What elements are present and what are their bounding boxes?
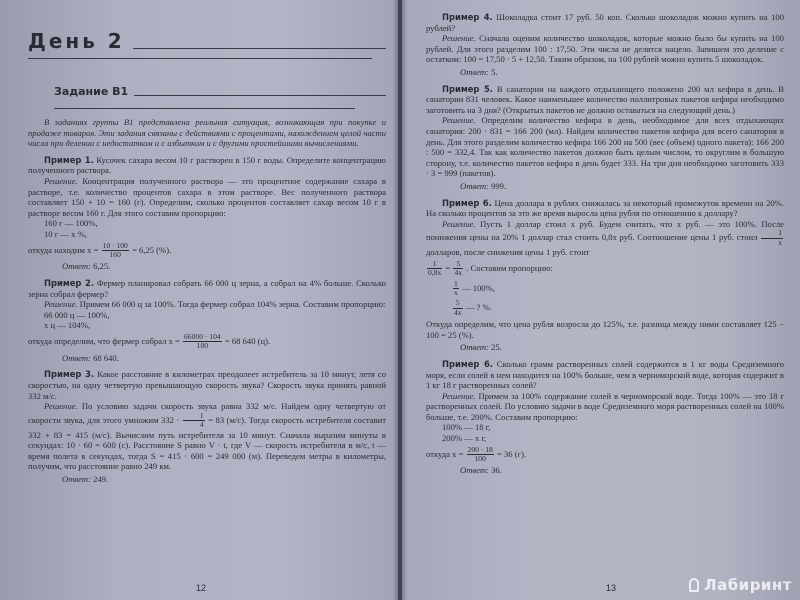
solution-label: Решение. bbox=[442, 115, 476, 126]
example-6b-answer bbox=[460, 465, 784, 476]
task-title: Задание B1 bbox=[54, 85, 129, 98]
example-6b-result bbox=[426, 446, 784, 464]
example-4-statement bbox=[426, 12, 784, 33]
solution-label: Решение. bbox=[44, 401, 78, 412]
fraction-numerator: 1 bbox=[761, 229, 783, 238]
result-suffix: = 6,25 (%). bbox=[132, 244, 172, 255]
example-6a-ratio bbox=[426, 260, 784, 278]
example-3-answer bbox=[62, 474, 386, 485]
example-2-solution bbox=[28, 299, 386, 310]
example-3-text: Какое расстояние в километрах преодолеет истребитель за 10 минут, летя со скоростью, на одну четвертую превышающую скорость звука? Скорость звука принять равной 332 м/с. bbox=[28, 369, 386, 401]
example-6a-solution-text-a: Пусть 1 доллар стоил x руб. Будем считать, что x руб. — это 100%. После понижения цены на 20% 1 доллар стал стоить 0,8x руб. Соотношение цены 1 руб. стоил bbox=[426, 218, 784, 243]
example-2-answer bbox=[62, 353, 386, 364]
example-3-solution bbox=[28, 401, 386, 472]
answer-label: Ответ: bbox=[62, 261, 91, 272]
proportion-line: 66 000 ц — 100%, bbox=[44, 309, 110, 320]
fraction bbox=[467, 446, 494, 464]
example-4-label: Пример 4. bbox=[442, 12, 493, 22]
example-1-solution bbox=[28, 176, 386, 218]
example-1-proportion bbox=[44, 218, 386, 239]
result-prefix: откуда x = bbox=[426, 448, 464, 459]
result-suffix: = 36 (г). bbox=[497, 448, 527, 459]
example-1 bbox=[28, 155, 386, 272]
example-1-answer bbox=[62, 261, 386, 272]
example-2-label: Пример 2. bbox=[44, 277, 95, 288]
day-rule-secondary bbox=[28, 58, 372, 59]
answer-value: 249. bbox=[93, 473, 109, 484]
example-5-label: Пример 5. bbox=[442, 83, 493, 94]
fraction-denominator: 160 bbox=[109, 249, 121, 259]
example-6a-answer bbox=[460, 342, 784, 353]
labirint-logo-icon bbox=[687, 577, 701, 593]
proportion-value: — ? %. bbox=[465, 302, 492, 313]
example-5-statement bbox=[426, 84, 784, 116]
fraction bbox=[102, 242, 129, 260]
example-2-statement bbox=[28, 278, 386, 299]
equals-sign: = bbox=[445, 262, 451, 273]
fraction-denominator: 100 bbox=[196, 341, 209, 351]
solution-label: Решение. bbox=[442, 218, 476, 229]
answer-label: Ответ: bbox=[460, 465, 489, 476]
ratio-suffix: . Составим пропорцию: bbox=[466, 262, 553, 273]
example-6a-proportion-line-1 bbox=[452, 280, 784, 298]
solution-label: Решение. bbox=[44, 175, 78, 186]
answer-label: Ответ: bbox=[62, 352, 91, 363]
example-2 bbox=[28, 278, 386, 363]
example-6a-proportion-line-2 bbox=[452, 299, 784, 317]
example-6a-statement bbox=[426, 198, 784, 219]
day-header bbox=[28, 30, 386, 52]
example-6b-solution bbox=[426, 391, 784, 423]
example-4-solution-text: Сначала оценим количество шоколадок, которые можно было бы купить на 100 рублей. Для этого разделим 100 : 17,50. Эти числа не делятся нацело. Запишем это деление с остатком: 100 = 17,50 · 5 + 12,50. Таким образом, на 100 рублей можно купить 5 шоколадок. bbox=[426, 33, 784, 65]
example-6b-text: Сколько грамм растворенных солей содержится в 1 кг воды Средиземного моря, если солей в нем находится на 100% больше, чем в черноморской воде, которая содержит в 1 кг 18 г растворенных солей? bbox=[426, 358, 784, 391]
example-4-answer bbox=[460, 67, 784, 78]
example-5-answer bbox=[460, 181, 784, 192]
fraction-denominator: 0,8x bbox=[428, 268, 442, 278]
answer-label: Ответ: bbox=[62, 473, 91, 484]
example-4-text: Шоколадка стоит 17 руб. 50 коп. Сколько шоколадок можно купить на 100 рублей? bbox=[426, 12, 784, 33]
fraction-denominator: x bbox=[778, 237, 782, 247]
example-1-statement bbox=[28, 155, 386, 176]
proportion-line: 10 г — x %, bbox=[44, 228, 87, 239]
fraction-numerator: 1 bbox=[183, 412, 205, 421]
fraction-denominator: 4x bbox=[454, 307, 462, 317]
example-5-solution-text: Определим количество кефира в день, необходимое для всех отдыхающих санатория: 200 · 831 = 166 200 (мл). Найдем количество пакетов кефира для всего санатория в день. Для этого разделим количество кефира 166 200 на 500 (вес (объем) одного пакета): 166 200 : 500 = 332,4. Так как количество пакетов должно быть целым числом, то округлим в большую сторону, т.е. количество пакетов кефира в день будет 333. На три дня необходимо заготовить 333 · 3 = 999 (пакетов). bbox=[426, 115, 784, 179]
fraction bbox=[183, 412, 205, 430]
fraction-denominator: x bbox=[454, 287, 458, 297]
answer-label: Ответ: bbox=[460, 180, 489, 191]
fraction-denominator: 100 bbox=[474, 454, 486, 464]
page-number-left: 12 bbox=[196, 583, 207, 594]
proportion-line: 200% — x г, bbox=[442, 433, 487, 444]
example-6b-statement bbox=[426, 359, 784, 391]
example-6b-proportion bbox=[442, 422, 784, 443]
watermark bbox=[687, 576, 792, 594]
task-rule-secondary bbox=[54, 108, 355, 109]
example-5-text: В санатории на каждого отдыхающего положено 200 мл кефира в день. В санатории 831 человек. Какое наименьшее количество поллитровых пакетов кефира необходимо заготовить на 3 дня? (Открытых пакетов не должно оставаться на следующий день.) bbox=[426, 83, 784, 115]
day-title: День 2 bbox=[28, 29, 125, 53]
example-2-solution-text: Примем 66 000 ц за 100%. Тогда фермер собрал 104% зерна. Составим пропорцию: bbox=[79, 299, 386, 310]
example-6b-solution-text: Примем за 100% содержание солей в черноморской воде. Тогда 100% — это 18 г растворенных солей. По условию задачи в воде Средиземного моря растворенных солей на 100% больше, т.е. 200%. Составим пропорцию: bbox=[426, 390, 784, 422]
example-1-result bbox=[28, 242, 386, 260]
result-suffix: = 68 640 (ц). bbox=[224, 335, 271, 346]
example-6a-text: Цена доллара в рублях снижалась за некоторый промежуток времени на 20%. На сколько процентов за это же время выросла цена рубля по отношению к доллару? bbox=[426, 197, 784, 219]
example-4-solution bbox=[426, 33, 784, 65]
task-rule bbox=[134, 95, 386, 96]
example-3-solution-text-a: По условию задачи скорость звука равна 332 м/с. Найдем одну четвертую от скорости звука, для этого умножим 332 · bbox=[28, 401, 386, 425]
example-1-label: Пример 1. bbox=[44, 154, 94, 165]
example-3 bbox=[28, 369, 386, 484]
fraction bbox=[453, 280, 459, 298]
fraction-numerator: 1 bbox=[454, 278, 458, 288]
fraction bbox=[453, 299, 463, 317]
example-5 bbox=[426, 84, 784, 192]
fraction-numerator: 5 bbox=[453, 260, 463, 269]
example-2-text: Фермер планировал собрать 66 000 ц зерна, а собрал на 4% больше. Сколько зерна собрал фермер? bbox=[28, 277, 386, 299]
example-6-dollar bbox=[426, 198, 784, 353]
fraction bbox=[453, 260, 463, 278]
fraction-numerator: 10 · 100 bbox=[102, 240, 128, 250]
example-6a-solution bbox=[426, 219, 784, 258]
answer-label: Ответ: bbox=[460, 342, 489, 353]
fraction-numerator: 200 · 18 bbox=[467, 444, 493, 454]
fraction bbox=[183, 333, 222, 351]
solution-label: Решение. bbox=[442, 390, 476, 401]
answer-value: 68 640. bbox=[93, 352, 119, 363]
fraction bbox=[427, 260, 442, 278]
book-gutter bbox=[393, 0, 407, 600]
solution-label: Решение. bbox=[44, 299, 78, 310]
example-4 bbox=[426, 12, 784, 78]
fraction-numerator: 66000 · 104 bbox=[184, 331, 221, 341]
fraction-denominator: 4 bbox=[199, 420, 204, 430]
proportion-line: 100% — 18 г, bbox=[442, 422, 491, 433]
example-6b-label: Пример 6. bbox=[442, 358, 493, 369]
example-3-label: Пример 3. bbox=[44, 369, 95, 380]
example-1-text: Кусочек сахара весом 10 г растворен в 150 г воды. Определите концентрацию полученного раствора. bbox=[28, 154, 386, 176]
page-number-right: 13 bbox=[606, 583, 617, 594]
proportion-value: — 100%, bbox=[461, 282, 495, 293]
answer-value: 36. bbox=[491, 465, 502, 476]
example-5-solution bbox=[426, 115, 784, 179]
answer-value: 999. bbox=[491, 180, 507, 191]
answer-value: 25. bbox=[491, 342, 502, 353]
example-1-solution-text: Концентрация полученного раствора — это процентное содержание сахара в растворе, т.е. количество процентов сахара в этом растворе. Вес полученного раствора составляет 150 + 10 = 160 (г). Определим, сколько процентов составляет сахар весом 10 г в растворе весом 160 г. Для этого составим пропорцию: bbox=[28, 175, 386, 218]
example-6a-conclusion: Откуда определим, что цена рубля возросла до 125%, т.е. разница между ними составляет 125 − 100 = 25 (%). bbox=[426, 319, 784, 340]
solution-label: Решение. bbox=[442, 33, 476, 44]
proportion-line: 160 г — 100%, bbox=[44, 218, 98, 229]
watermark-text: Лабиринт bbox=[704, 576, 792, 594]
answer-label: Ответ: bbox=[460, 66, 489, 77]
example-6a-solution-text-b: долларов, после снижения цены 1 руб. стоит bbox=[426, 247, 590, 258]
answer-value: 6,25. bbox=[93, 261, 111, 272]
proportion-line: x ц — 104%, bbox=[44, 320, 91, 331]
example-2-proportion bbox=[44, 310, 386, 331]
task-intro: В заданиях группы B1 представлена реальная ситуация, возникающая при покупке и продаже товаров. Эти задания связаны с действиями с процентами, нахождением целой части числа при делении с недостатком и с избытком и с другими простейшими вычислениями. bbox=[28, 117, 386, 149]
fraction-numerator: 5 bbox=[453, 299, 463, 308]
fraction bbox=[761, 229, 783, 247]
day-rule bbox=[133, 48, 386, 49]
left-page bbox=[0, 0, 398, 600]
answer-value: 5. bbox=[491, 66, 498, 77]
fraction-numerator: 1 bbox=[427, 260, 442, 269]
result-prefix: откуда находим x = bbox=[28, 244, 99, 255]
task-header bbox=[54, 85, 386, 98]
example-6a-label: Пример 6. bbox=[442, 197, 492, 208]
example-3-statement bbox=[28, 369, 386, 401]
fraction-denominator: 4x bbox=[454, 268, 463, 278]
right-page bbox=[402, 0, 800, 600]
example-3-solution-text-b: = 83 (м/с). Тогда скорость истребителя составит 332 + 83 = 415 (м/с). Вычислим путь истребителя за 10 минут. Сначала выразим минуты в секундах: 10 · 60 = 600 (с). Расстояние S равно V · t, где V — скорость истребителя в м/с, t — время полета в секундах, тогда S = 415 · 600 = 249 000 (м). Переведем метры в километры, получим, что расстояние равно 249 км. bbox=[28, 414, 386, 472]
example-2-result bbox=[28, 333, 386, 351]
example-6-salt bbox=[426, 359, 784, 476]
result-prefix: откуда определим, что фермер собрал x = bbox=[28, 335, 180, 346]
